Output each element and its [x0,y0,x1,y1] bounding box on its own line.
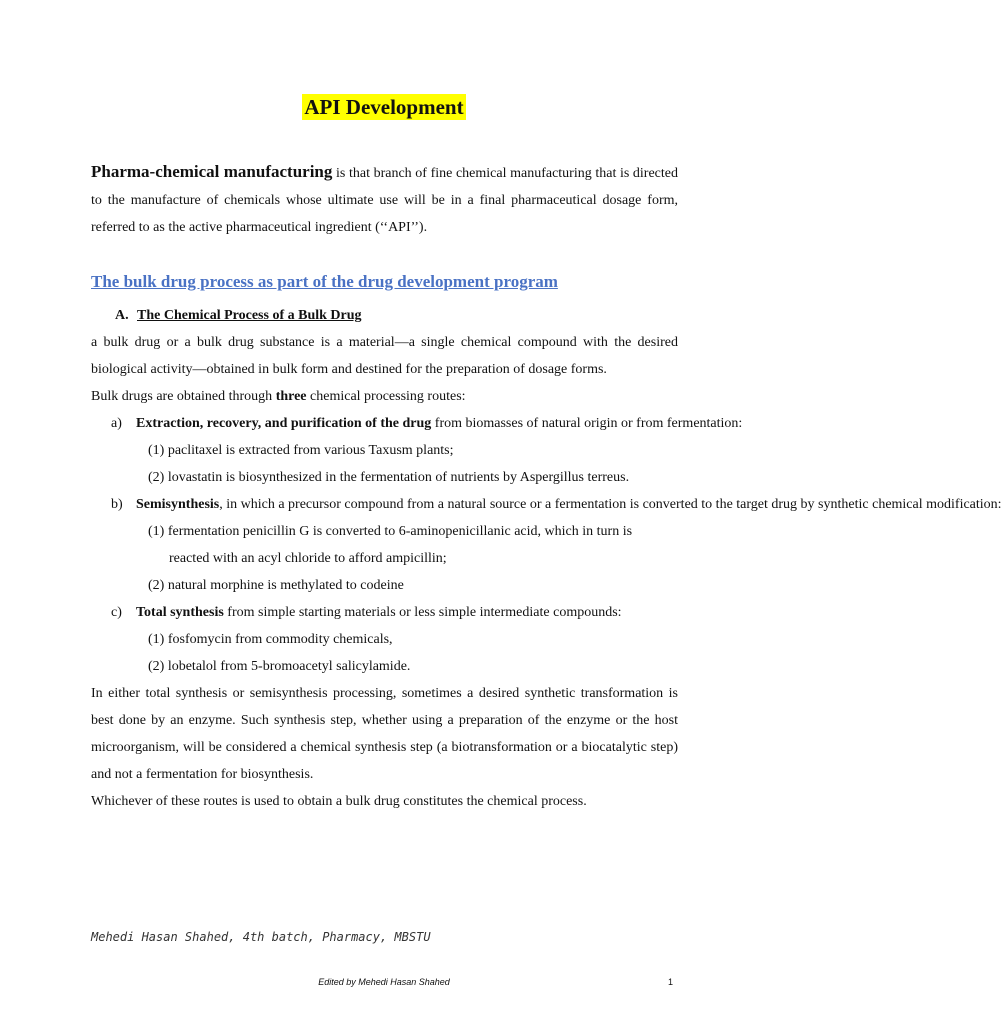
example-text: lobetalol from 5-bromoacetyl salicylamide. [164,659,411,674]
route-bold: Total synthesis [136,605,224,620]
intro-lead: Pharma-chemical manufacturing [91,162,333,181]
body-content [91,302,1002,815]
page-footer: Edited by Mehedi Hasan Shahed [318,977,450,987]
example-text: fosfomycin from commodity chemicals, [164,632,393,647]
example-text: fermentation penicillin G is converted to 6-aminopenicillanic acid, which in turn is [164,524,633,539]
final-paragraph: Whichever of these routes is used to obtain a bulk drug constitutes the chemical process. [91,794,587,809]
page-title: API Development [304,95,464,119]
author-signature: Mehedi Hasan Shahed, 4th batch, Pharmacy, MBSTU [91,930,431,944]
route-marker: b) [111,497,123,512]
route-text: from biomasses of natural origin or from fermentation: [431,416,743,431]
routes-intro-bold: three [275,389,307,404]
example-marker: (2) [148,578,165,593]
section-heading: The bulk drug process as part of the drug development program [91,272,558,291]
example-item [91,437,678,464]
route-item-a [91,410,743,437]
example-item [91,572,678,599]
route-marker: a) [111,416,122,431]
definition-paragraph: a bulk drug or a bulk drug substance is a material—a single chemical compound with the desired biological activity—obtained in bulk form and destined for the preparation of dosage forms. [91,335,678,377]
intro-text: is that branch of fine chemical manufacturing that is directed to the manufacture of chemicals whose ultimate use will be in a final pharmaceutical dosage form, referred to as the active pharmaceutical ingredient (‘‘API’’). [91,166,678,235]
route-item-b [91,491,1002,518]
example-marker: (2) [148,470,165,485]
route-item-c [91,599,678,626]
example-text: paclitaxel is extracted from various Taxusm plants; [164,443,454,458]
example-text: natural morphine is methylated to codeine [164,578,404,593]
routes-intro [91,383,678,410]
example-text: lovastatin is biosynthesized in the fermentation of nutrients by Aspergillus terreus. [164,470,630,485]
example-item [91,653,678,680]
example-item [91,626,678,653]
title-container [0,94,768,120]
subsection-a-heading [91,302,678,329]
intro-paragraph [91,158,678,241]
route-marker: c) [111,605,122,620]
example-item [91,464,678,491]
subsection-a-marker: A. [115,308,129,323]
example-marker: (1) [148,443,165,458]
example-marker: (1) [148,632,165,647]
example-marker: (1) [148,524,165,539]
route-text: from simple starting materials or less simple intermediate compounds: [223,605,622,620]
routes-intro-after: chemical processing routes: [306,389,466,404]
subsection-a-label: The Chemical Process of a Bulk Drug [137,308,362,323]
route-text: , in which a precursor compound from a natural source or a fermentation is converted to the target drug by synthetic chemical modification: [219,497,1002,512]
enzyme-paragraph: In either total synthesis or semisynthesis processing, sometimes a desired synthetic transformation is best done by an enzyme. Such synthesis step, whether using a preparation of the enzyme or the host microorganism, will be considered a chemical synthesis step (a biotransformation or a biocatalytic step) and not a fermentation for biosynthesis. [91,686,678,782]
route-bold: Semisynthesis [136,497,220,512]
routes-intro-before: Bulk drugs are obtained through [91,389,276,404]
page-number: 1 [668,977,674,987]
example-marker: (2) [148,659,165,674]
example-item [91,518,678,545]
route-bold: Extraction, recovery, and purification of the drug [136,416,432,431]
example-continuation: reacted with an acyl chloride to afford ampicillin; [169,551,447,566]
